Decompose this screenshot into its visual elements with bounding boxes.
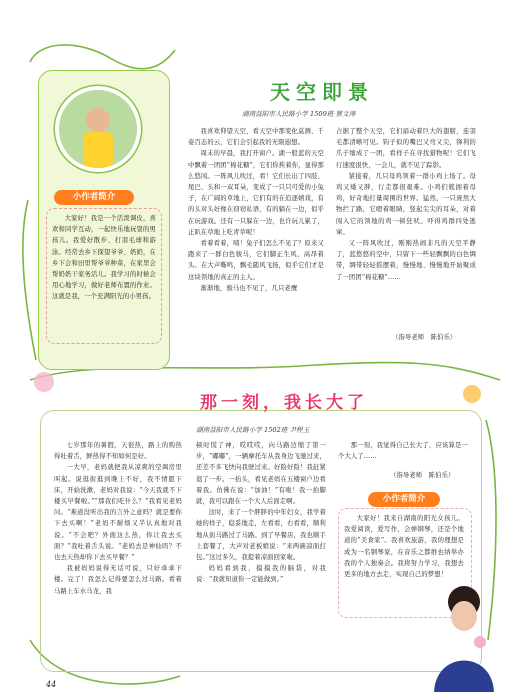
article1-paragraph: 又一阵风吹过，刚刚热闹非凡的天空平静了，蓝悠悠的空中，只留下一些轻飘飘的白色绸带，绸带轻轻摇摆着，慢慢地、慢慢地开始聚成了一团团“棉花糖”……	[336, 240, 476, 281]
article1-paragraph: 占据了整个天空，它们扇动着巨大的翅膀，连羽毛都清晰可见。钩子似的嘴巴又弯又尖，锋利的爪子缩成了一团，看样子在寻找猎物呢！它们飞行速度很快，一会儿，就不见了踪影。	[336, 128, 476, 169]
article2-paragraph: 一大早，老妈就把我从凉爽的空调房里叫起。说逛街逛到晚上不好，我不情愿下床，开始洗漱，老妈对我说：“今天我就不下楼买早餐啦。”“那我们吃什么？”我看见老妈问。“难道没听出我的言外之意吗？就是要你下去买啊！”老妈不耐烦又半认真地对我说。“不会吧？外面这么热，你让我去买面？”我吐着舌头说。“老妈去是神仙吗？不也去天热却你下去买早餐？”	[54, 464, 182, 562]
article1-column-2	[336, 126, 476, 283]
article2-paragraph: 七岁那年的暑假，天很热，路上的购热得吐着舌，鲜热得不知如何是好。	[54, 442, 182, 461]
article1-paragraph: 渐渐地，骏马也不见了，几只老鹰	[200, 284, 298, 292]
article2-paragraph: 顿时慌了神，哎哎哎，向马路边缩了第一步，“嘟嘟”，一辆摩托车从我身边飞驰过来，还差不多飞快向我驶过来。好险好险！我赶紧退了一步。一抬头，看见老妈在五楼窗户边看着我。仿佛在说：“加油！”有啦！我一抬脚就，我可以跟在一个大人后面走啊。	[196, 442, 326, 506]
page-number: 44	[46, 680, 57, 689]
author-photo-boy	[55, 86, 141, 172]
article2-teacher: （指导老师 陈伯乐）	[390, 472, 455, 479]
article2-paragraph: 我被妈妈说得无话可说，只好乖乖下楼。完了！我怎么记得要怎么过马路。看着马路上车水马龙，我	[54, 565, 182, 595]
article1-column-1	[188, 126, 324, 294]
article2-paragraph: 妈妈看到我，摸摸我的脑袋，对我说：“我就知道你一定能做到。”	[196, 565, 326, 584]
article1-paragraph: 紧接着，几只母鸡领着一群小鸡上场了。母鸡又矮又胖，行走都很艰难。小鸡们簇拥着母鸡，好奇地打量周围的世界。猛然，一只庞然大物拦了路，它瞪着眼睛，竖起尖尖的耳朵，对着闯入它的领地的鸡一顿狂吠。吓得鸡群四处逃窜。	[336, 172, 476, 236]
article1-teacher: （指导老师 陈伯乐）	[392, 334, 457, 341]
article2-column-2	[196, 440, 326, 586]
article2-paragraph: 这时，来了一个胖胖的中年妇女，我学着她的样子，稳妥地走，左看看，右看看，顺利地从街马路过了马路。到了早餐店，我也顺手上套餐了，大声对老板娘说：“来两碗凉面打包。”这过多久，我提着凉面回家啦。	[196, 509, 326, 562]
article1-paragraph: 周末的早晨，我打开窗户。湖一般蓝的天空中飘着一团团“棉花糖”，它们你挨着你，显得那么悠闲。一阵风儿吹过，看！它们长出了四肢、尾巴、头和一双耳朵，变成了一只只可爱的小兔子，在广阔的草地上，它们有的在追逐嬉戏，有的头对头好像在窃窃私语，有的躺在一边，似乎在玩游戏。还有一只躲在一边，也许玩儿累了，正趴在草地上吃青草呢！	[188, 150, 324, 236]
article1-byline: 湖南益阳市人民路小学 1509班 蔡文涛	[242, 110, 356, 118]
article1-title: 天空即景	[270, 80, 374, 104]
article1-paragraph: 我喜欢仰望天空，看天空中那变化莫测、千姿百态的云，它们会引起我的无限遐想。	[188, 128, 324, 147]
author-profile-badge: 小作者简介	[54, 190, 134, 205]
article2-column-3	[338, 440, 468, 462]
author-profile-text: 大家好！我是一个活泼调皮，喜欢和同学互动，一起快乐地玩耍的男孩儿。我爱好散步、打羽毛球和游泳。经常去乡下探望爷爷、奶奶，在乡下会和田里帮爷爷种菜，在家里会帮奶奶干家务活儿。我学习的时候会用心地学习，做好老师布置的作业。这就是我，一个充满阳光的小男孩。	[52, 215, 156, 301]
article1-paragraph: 看着看着，咦！兔子们怎么不见了？原来又跑来了一群白色骏马，它们脚正生风，高昂着头。在大声嘶鸣，飘毛随风飞扬，似乎它们才是这块领地的真正的主人。	[188, 240, 324, 281]
article2-byline: 湖南益阳市人民路小学 1502班 尹程玉	[196, 426, 310, 434]
article2-title: 那一刻，我长大了	[200, 393, 368, 413]
author2-profile-badge: 小作者简介	[368, 492, 440, 507]
article2-column-1	[54, 440, 182, 597]
author-photo-girl	[424, 580, 504, 692]
article2-paragraph: 那一刻，我觉得自己长大了，应该算是一个大人了……	[338, 442, 468, 461]
author2-profile-text: 大家好！我来自湖南的阳光女孩儿。我爱阅读，爱写作，会弹钢琴，还是个地道的“美食家”。我喜欢旅游，我的理想是成为一名钢琴家，在音乐之都维也纳举办我的个人独奏会。我将努力学习，我想去更多的地方去走，实现自己的梦想！	[344, 515, 464, 579]
